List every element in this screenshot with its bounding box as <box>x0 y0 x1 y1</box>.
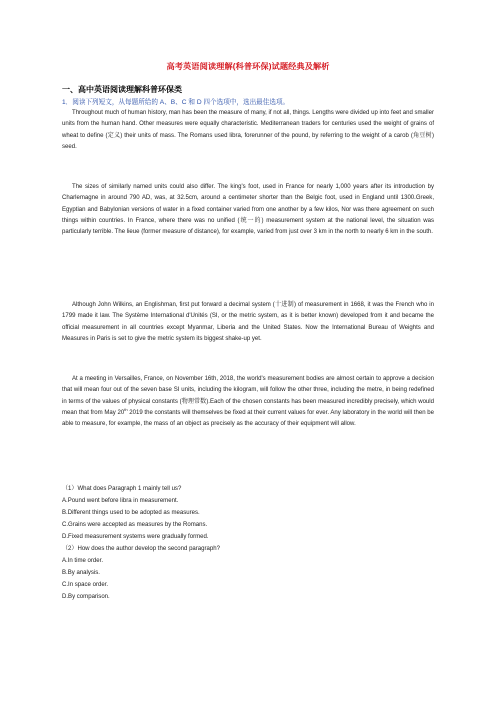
paragraph-2: The sizes of similarly named units could also differ. The king's foot, used in France for nearly 1,000 years after its introduction by Charlemagne in around 790 AD, was, at 32.5cm, around a centimeter shorter than the Belgic foot, used in England until 1300.Greek, Egyptian and Babylonian versions of water in a fixed container varied from one another by a few kilos, Nor was there agreement on such things within countries. In France, where there was no unified (统一的) measurement system at the national level, the situation was particularly terrible. The lieue (former measure of distance), for example, varied from just over 3 km in the north to nearly 6 km in the south. <box>62 184 434 236</box>
question-1-option-d[interactable]: D.Fixed measurement systems were gradually formed. <box>62 534 209 540</box>
paragraph-1: Throughout much of human history, man has been the measure of many, if not all, things. Lengths were divided up into feet and smaller units from the human hand. Other measures were equally characteristic. Mediterranean traders for centuries used the weight of grains of wheat to define (定义) their units of mass. The Romans used libra, forerunner of the pound, by referring to the weight of a carob (角豆树) seed. <box>62 110 434 150</box>
question-2-option-a[interactable]: A.In time order. <box>62 558 104 564</box>
paragraph-4-part-2: 2019 the constants will themselves be fixed at their current values for ever. Any laboratory in the world will then be able to measure, for example, the mass of an object as precisely as the accuracy of their equipment will allow. <box>62 409 434 428</box>
paragraph-3: Although John Wilkins, an Englishman, first put forward a decimal system (十进制) of measurement in 1668, it was the French who in 1799 made it law. The Système International d'Unités (SI, or the metric system, as it is better known) developed from it and became the official measurement in all countries except Myanmar, Liberia and the United States. Now the International Bureau of Weights and Measures in Paris is set to give the metric system its biggest shake-up yet. <box>62 302 434 342</box>
question-2-option-c[interactable]: C.In space order. <box>62 582 109 588</box>
paragraph-4-part-1: At a meeting in Versailles, France, on November 16th, 2018, the world's measurement bodies are almost certain to approve a decision that will mean four out of the seven base SI units, including the kilogram, will follow the other three, including the metre, in being redefined in terms of the values of physical constants (物理常数).Each of the chosen constants has been measured incredibly precisely, which would mean that from May 20 <box>62 376 434 416</box>
document-title: 高考英语阅读理解(科普环保)试题经典及解析 <box>166 62 330 71</box>
question-1-option-b[interactable]: B.Different things used to be adopted as measures. <box>62 510 200 516</box>
question-2-stem: （2）How does the author develop the second paragraph? <box>62 546 220 552</box>
paragraph-4 <box>62 374 434 430</box>
superscript-th: th <box>124 406 128 412</box>
question-1-option-a[interactable]: A.Pound went before libra in measurement. <box>62 498 179 504</box>
section-heading: 一、高中英语阅读理解科普环保类 <box>62 85 182 94</box>
question-1-option-c[interactable]: C.Grains were accepted as measures by the Romans. <box>62 522 208 528</box>
instruction: 1．阅读下列短文，从每题所给的 A、B、C 和 D 四个选项中，选出最佳选项。 <box>62 99 290 106</box>
question-1-stem: （1）What does Paragraph 1 mainly tell us? <box>62 486 182 492</box>
question-2-option-b[interactable]: B.By analysis. <box>62 570 100 576</box>
question-2-option-d[interactable]: D.By comparison. <box>62 594 110 600</box>
